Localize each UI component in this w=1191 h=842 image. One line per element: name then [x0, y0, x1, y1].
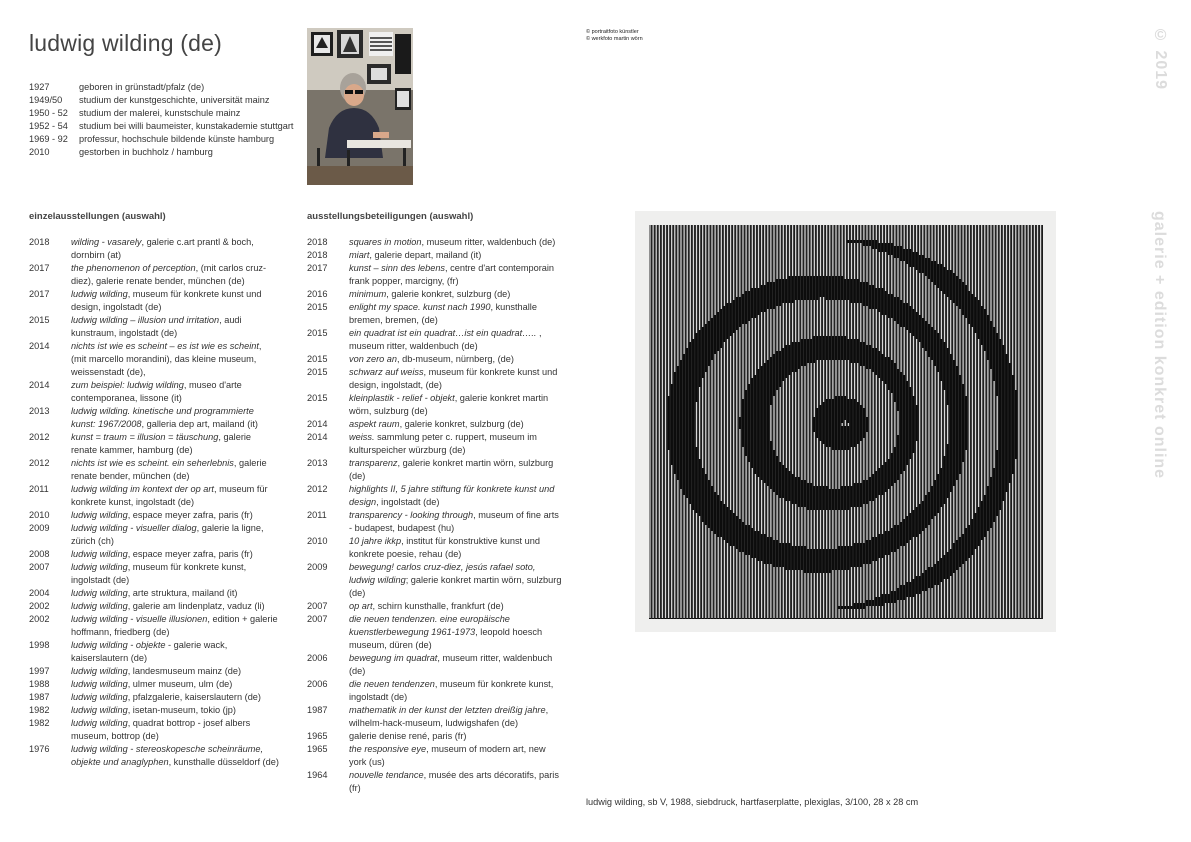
exhibition-venue: ; galerie konkret martin wörn, sulzburg (de): [349, 575, 562, 598]
exhibition-venue: - galerie wack, kaiserslautern (de): [71, 640, 228, 663]
exhibition-title: ludwig wilding: [71, 679, 128, 689]
exhibition-row: [29, 665, 279, 678]
exhibition-row: [307, 418, 562, 431]
solo-exhibitions-list: [29, 236, 279, 769]
exhibition-year: 2008: [29, 549, 50, 559]
exhibition-venue: , galerie renate kammer, hamburg (de): [71, 432, 252, 455]
exhibition-year: 2006: [307, 679, 328, 689]
exhibition-text: [349, 457, 562, 483]
exhibition-venue: , schirn kunsthalle, frankfurt (de): [372, 601, 504, 611]
exhibition-text: [71, 457, 279, 483]
exhibition-venue: , museum ritter, waldenbuch (de): [421, 237, 556, 247]
exhibition-row: [307, 288, 562, 301]
exhibition-row: [29, 522, 279, 548]
exhibition-venue: , espace meyer zafra, paris (fr): [127, 549, 253, 559]
exhibition-venue: , ingolstadt (de): [376, 497, 440, 507]
group-exhibitions-heading: ausstellungsbeteiligungen (auswahl): [307, 211, 474, 222]
exhibition-venue: , museum für konkrete kunst, ingolstadt (de): [71, 484, 268, 507]
exhibition-title: ludwig wilding - objekte: [71, 640, 166, 650]
exhibition-venue: , espace meyer zafra, paris (fr): [127, 510, 253, 520]
exhibition-row: [29, 600, 279, 613]
exhibition-row: [29, 639, 279, 665]
exhibition-title: die neuen tendenzen. eine europäische kuenstlerbewegung 1961-1973: [349, 614, 510, 637]
exhibition-text: [71, 483, 279, 509]
exhibition-title: ludwig wilding. kinetische und programmierte kunst: 1967/2008: [71, 406, 254, 429]
bio-year: 1950 - 52: [29, 108, 68, 118]
exhibition-year: 1998: [29, 640, 50, 650]
exhibition-row: [307, 483, 562, 509]
exhibition-text: [71, 288, 279, 314]
exhibition-year: 2013: [29, 406, 50, 416]
exhibition-venue: , museum ritter, waldenbuch (de): [349, 653, 553, 676]
exhibition-venue: , galerie konkret, sulzburg (de): [386, 289, 511, 299]
exhibition-venue: , galerie depart, mailand (it): [369, 250, 482, 260]
exhibition-year: 2018: [307, 250, 328, 260]
exhibition-year: 2017: [29, 289, 50, 299]
exhibition-row: [307, 730, 562, 743]
exhibition-row: [307, 600, 562, 613]
exhibition-text: [349, 418, 562, 431]
exhibition-year: 1976: [29, 744, 50, 754]
exhibition-row: [307, 249, 562, 262]
exhibition-row: [307, 509, 562, 535]
exhibition-year: 2010: [307, 536, 328, 546]
exhibition-venue: , museum of fine arts - budapest, budapest (hu): [349, 510, 559, 533]
exhibition-title: minimum: [349, 289, 387, 299]
exhibition-venue: , galleria dep art, mailand (it): [141, 419, 258, 429]
exhibition-venue: , quadrat bottrop - josef albers museum, bottrop (de): [71, 718, 251, 741]
exhibition-venue: , musée des arts décoratifs, paris (fr): [349, 770, 559, 793]
exhibition-title: ludwig wilding: [71, 562, 128, 572]
exhibition-row: [307, 262, 562, 288]
exhibition-year: 2012: [307, 484, 328, 494]
exhibition-row: [307, 327, 562, 353]
exhibition-venue: , wilhelm-hack-museum, ludwigshafen (de): [349, 705, 549, 728]
exhibition-venue: , galerie c.art prantl & boch, dornbirn (at): [71, 237, 254, 260]
exhibition-text: [349, 600, 562, 613]
bio-year: 1949/50: [29, 95, 63, 105]
exhibition-text: [349, 249, 562, 262]
exhibition-row: [307, 431, 562, 457]
exhibition-year: 1965: [307, 731, 328, 741]
exhibition-year: 2009: [307, 562, 328, 572]
exhibition-year: 1987: [307, 705, 328, 715]
exhibition-text: [71, 704, 279, 717]
exhibition-text: [71, 678, 279, 691]
artist-portrait-photo: [307, 28, 413, 185]
exhibition-year: 2002: [29, 601, 50, 611]
exhibition-title: ein quadrat ist ein quadrat…ist ein quadrat…..: [349, 328, 537, 338]
exhibition-year: 2007: [307, 601, 328, 611]
exhibition-text: [71, 340, 279, 379]
exhibition-venue: , museum für konkrete kunst, ingolstadt (de): [71, 562, 247, 585]
exhibition-title: 10 jahre ikkp: [349, 536, 402, 546]
artwork-caption: ludwig wilding, sb V, 1988, siebdruck, hartfaserplatte, plexiglas, 3/100, 28 x 28 cm: [586, 797, 919, 807]
exhibition-year: 2002: [29, 614, 50, 624]
exhibition-year: 2018: [29, 237, 50, 247]
exhibition-row: [29, 548, 279, 561]
bio-text: studium bei willi baumeister, kunstakademie stuttgart: [79, 121, 294, 131]
exhibition-text: [71, 405, 279, 431]
exhibition-text: [71, 561, 279, 587]
exhibition-year: 2004: [29, 588, 50, 598]
exhibition-title: aspekt raum: [349, 419, 400, 429]
exhibition-venue: , landesmuseum mainz (de): [127, 666, 242, 676]
exhibition-text: [71, 522, 279, 548]
exhibition-row: [29, 457, 279, 483]
exhibition-venue: , museum ritter, waldenbuch (de): [349, 328, 542, 351]
exhibition-row: [29, 587, 279, 600]
exhibition-text: [349, 288, 562, 301]
exhibition-venue: , isetan-museum, tokio (jp): [127, 705, 236, 715]
exhibition-title: ludwig wilding - stereoskopesche scheinräume, objekte und anaglyphen: [71, 744, 264, 767]
exhibition-row: [307, 769, 562, 795]
exhibition-text: [71, 600, 279, 613]
exhibition-row: [307, 613, 562, 652]
exhibition-text: [349, 483, 562, 509]
exhibition-title: schwarz auf weiss: [349, 367, 424, 377]
exhibition-row: [307, 457, 562, 483]
exhibition-year: 2015: [307, 302, 328, 312]
exhibition-year: 2015: [307, 393, 328, 403]
exhibition-venue: , galerie la ligne, zürich (ch): [71, 523, 264, 546]
exhibition-venue: , ulmer museum, ulm (de): [127, 679, 233, 689]
exhibition-venue: , galerie renate bender, münchen (de): [71, 458, 267, 481]
bio-year: 1927: [29, 82, 50, 92]
exhibition-year: 2014: [307, 419, 328, 429]
exhibition-venue: , museum für konkrete kunst und design, ingolstadt (de): [71, 289, 262, 312]
exhibition-title: ludwig wilding: [71, 692, 128, 702]
exhibition-text: [71, 587, 279, 600]
exhibition-text: [349, 743, 562, 769]
exhibition-row: [307, 353, 562, 366]
exhibition-text: [349, 704, 562, 730]
exhibition-title: op art: [349, 601, 373, 611]
solo-exhibitions-heading: einzelausstellungen (auswahl): [29, 211, 166, 222]
bio-row: [29, 94, 299, 107]
exhibition-title: ludwig wilding: [71, 718, 128, 728]
exhibition-row: [29, 431, 279, 457]
exhibition-title: ludwig wilding – illusion und irritation: [71, 315, 220, 325]
exhibition-text: [71, 262, 279, 288]
bio-year: 2010: [29, 147, 50, 157]
exhibition-row: [307, 535, 562, 561]
exhibition-text: [71, 639, 279, 665]
exhibition-text: [349, 392, 562, 418]
exhibition-title: zum beispiel: ludwig wilding: [71, 380, 184, 390]
exhibition-row: [29, 704, 279, 717]
exhibition-venue: , (mit marcello morandini), das kleine museum, weissenstadt (de),: [71, 341, 262, 377]
exhibition-text: [349, 509, 562, 535]
exhibition-text: [349, 652, 562, 678]
exhibition-year: 1987: [29, 692, 50, 702]
biography-list: [29, 81, 299, 159]
exhibition-row: [307, 561, 562, 600]
exhibition-venue: , audi kunstraum, ingolstadt (de): [71, 315, 242, 338]
exhibition-row: [307, 743, 562, 769]
exhibition-row: [29, 340, 279, 379]
exhibition-year: 2015: [307, 328, 328, 338]
exhibition-venue: galerie denise rené, paris (fr): [349, 731, 467, 741]
exhibition-text: [349, 535, 562, 561]
exhibition-venue: , galerie konkret martin wörn, sulzburg (de): [349, 393, 549, 416]
exhibition-text: [349, 678, 562, 704]
exhibition-venue: , centre d'art contemporain frank popper, marcigny, (fr): [349, 263, 555, 286]
exhibition-row: [29, 379, 279, 405]
exhibition-row: [307, 366, 562, 392]
exhibition-title: von zero an: [349, 354, 398, 364]
exhibition-row: [29, 236, 279, 262]
exhibition-row: [29, 743, 279, 769]
exhibition-year: 1982: [29, 718, 50, 728]
exhibition-row: [29, 288, 279, 314]
exhibition-title: nichts ist wie es scheint. ein seherlebnis: [71, 458, 234, 468]
exhibition-title: ludwig wilding - visuelle illusionen: [71, 614, 208, 624]
exhibition-year: 2017: [29, 263, 50, 273]
exhibition-text: [71, 691, 279, 704]
exhibition-title: ludwig wilding: [71, 289, 128, 299]
exhibition-year: 2011: [307, 510, 327, 520]
page-title: ludwig wilding (de): [29, 30, 222, 56]
exhibition-year: 1997: [29, 666, 50, 676]
bio-year: 1969 - 92: [29, 134, 68, 144]
exhibition-title: ludwig wilding im kontext der op art: [71, 484, 214, 494]
credit-portrait: © portraitfoto künstler: [586, 29, 639, 35]
exhibition-year: 1965: [307, 744, 328, 754]
portrait-image: [307, 28, 413, 185]
exhibition-year: 1982: [29, 705, 50, 715]
exhibition-year: 1964: [307, 770, 328, 780]
exhibition-year: 2009: [29, 523, 50, 533]
bio-row: [29, 133, 299, 146]
exhibition-title: the phenomenon of perception: [71, 263, 196, 273]
exhibition-text: [71, 509, 279, 522]
exhibition-row: [307, 704, 562, 730]
exhibition-text: [349, 613, 562, 652]
exhibition-text: [71, 613, 279, 639]
exhibition-row: [307, 236, 562, 249]
exhibition-title: ludwig wilding - visueller dialog: [71, 523, 197, 533]
exhibition-title: ludwig wilding: [71, 601, 128, 611]
exhibition-text: [349, 353, 562, 366]
exhibition-text: [349, 327, 562, 353]
exhibition-title: die neuen tendenzen: [349, 679, 435, 689]
group-exhibitions-list: [307, 236, 562, 795]
exhibition-year: 2010: [29, 510, 50, 520]
bio-text: studium der malerei, kunstschule mainz: [79, 108, 241, 118]
exhibition-text: [349, 236, 562, 249]
exhibition-row: [29, 717, 279, 743]
exhibition-year: 2014: [29, 380, 50, 390]
exhibition-title: the responsive eye: [349, 744, 427, 754]
exhibition-text: [349, 301, 562, 327]
copyright-vertical: © 2019: [1152, 27, 1169, 91]
exhibition-venue: , galerie konkret, sulzburg (de): [399, 419, 524, 429]
exhibition-row: [29, 678, 279, 691]
exhibition-title: highlights II, 5 jahre stiftung für konkrete kunst und design: [349, 484, 555, 507]
exhibition-year: 2007: [307, 614, 328, 624]
bio-row: [29, 81, 299, 94]
exhibition-title: transparenz: [349, 458, 398, 468]
exhibition-year: 2011: [29, 484, 49, 494]
bio-row: [29, 146, 299, 159]
exhibition-title: miart: [349, 250, 370, 260]
exhibition-title: ludwig wilding: [71, 549, 128, 559]
bio-text: gestorben in buchholz / hamburg: [79, 147, 213, 157]
artwork-op-art-print: [635, 211, 1056, 632]
bio-year: 1952 - 54: [29, 121, 68, 131]
exhibition-venue: , galerie konkret martin wörn, sulzburg (de): [349, 458, 554, 481]
exhibition-title: ludwig wilding: [71, 705, 128, 715]
exhibition-title: ludwig wilding: [71, 666, 128, 676]
exhibition-text: [71, 665, 279, 678]
exhibition-text: [349, 262, 562, 288]
exhibition-venue: , museum of modern art, new york (us): [349, 744, 546, 767]
exhibition-venue: , leopold hoesch museum, düren (de): [349, 627, 543, 650]
exhibition-venue: , arte struktura, mailand (it): [127, 588, 238, 598]
exhibition-text: [71, 431, 279, 457]
exhibition-venue: , kunsthalle düsseldorf (de): [168, 757, 279, 767]
bio-text: geboren in grünstadt/pfalz (de): [79, 82, 205, 92]
credit-artwork: © werkfoto martin wörn: [586, 36, 643, 42]
exhibition-year: 2012: [29, 458, 50, 468]
exhibition-title: bewegung im quadrat: [349, 653, 438, 663]
exhibition-text: [71, 743, 279, 769]
exhibition-venue: , pfalzgalerie, kaiserslautern (de): [127, 692, 261, 702]
exhibition-row: [29, 509, 279, 522]
exhibition-venue: , institut für konstruktive kunst und konkrete poesie, rehau (de): [349, 536, 540, 559]
exhibition-text: [349, 366, 562, 392]
exhibition-venue: , kunsthalle bremen, bremen, (de): [349, 302, 537, 325]
exhibition-title: ludwig wilding: [71, 510, 128, 520]
exhibition-text: [349, 431, 562, 457]
exhibition-year: 2018: [307, 237, 328, 247]
exhibition-year: 2013: [307, 458, 328, 468]
exhibition-venue: , edition + galerie hoffmann, friedberg (de): [71, 614, 278, 637]
exhibition-row: [307, 678, 562, 704]
exhibition-year: 1988: [29, 679, 50, 689]
photo-credits: [586, 29, 643, 43]
exhibition-title: transparency - looking through: [349, 510, 474, 520]
exhibition-venue: , (mit carlos cruz-diez), galerie renate bender, münchen (de): [71, 263, 267, 286]
exhibition-row: [29, 314, 279, 340]
exhibition-title: ludwig wilding: [71, 588, 128, 598]
bio-row: [29, 107, 299, 120]
exhibition-year: 2007: [29, 562, 50, 572]
exhibition-year: 2016: [307, 289, 328, 299]
exhibition-venue: , museo d'arte contemporanea, lissone (it): [71, 380, 242, 403]
exhibition-row: [29, 561, 279, 587]
exhibition-title: weiss.: [349, 432, 375, 442]
exhibition-row: [29, 613, 279, 639]
exhibition-text: [71, 314, 279, 340]
exhibition-row: [29, 483, 279, 509]
exhibition-row: [307, 301, 562, 327]
exhibition-text: [71, 379, 279, 405]
exhibition-title: enlight my space. kunst nach 1990: [349, 302, 491, 312]
exhibition-title: mathematik in der kunst der letzten dreißig jahre: [349, 705, 546, 715]
bio-text: professur, hochschule bildende künste hamburg: [79, 134, 275, 144]
exhibition-year: 2014: [307, 432, 328, 442]
exhibition-year: 2014: [29, 341, 50, 351]
bio-text: studium der kunstgeschichte, universität mainz: [79, 95, 270, 105]
exhibition-venue: , museum für konkrete kunst, ingolstadt (de): [349, 679, 554, 702]
exhibition-year: 2015: [307, 367, 328, 377]
artwork-image: [635, 211, 1056, 632]
exhibition-row: [29, 691, 279, 704]
exhibition-text: [71, 236, 279, 262]
exhibition-title: squares in motion: [349, 237, 422, 247]
exhibition-text: [349, 561, 562, 600]
exhibition-year: 2015: [29, 315, 50, 325]
gallery-name-vertical: galerie + edition konkret online: [1151, 211, 1168, 480]
exhibition-row: [307, 392, 562, 418]
exhibition-text: [349, 730, 562, 743]
exhibition-title: nichts ist wie es scheint – es ist wie es scheint: [71, 341, 259, 351]
exhibition-venue: , galerie am lindenplatz, vaduz (li): [127, 601, 265, 611]
exhibition-row: [29, 405, 279, 431]
exhibition-title: kunst = traum = illusion = täuschung: [71, 432, 219, 442]
exhibition-title: nouvelle tendance: [349, 770, 424, 780]
exhibition-venue: , db-museum, nürnberg, (de): [397, 354, 514, 364]
exhibition-text: [71, 548, 279, 561]
exhibition-row: [307, 652, 562, 678]
exhibition-title: wilding - vasarely: [71, 237, 142, 247]
exhibition-title: kleinplastik - relief - objekt: [349, 393, 455, 403]
exhibition-year: 2017: [307, 263, 328, 273]
exhibition-year: 2006: [307, 653, 328, 663]
exhibition-venue: sammlung peter c. ruppert, museum im kulturspeicher würzburg (de): [349, 432, 537, 455]
exhibition-row: [29, 262, 279, 288]
exhibition-text: [349, 769, 562, 795]
bio-row: [29, 120, 299, 133]
exhibition-year: 2015: [307, 354, 328, 364]
exhibition-title: kunst – sinn des lebens: [349, 263, 446, 273]
exhibition-venue: , museum für konkrete kunst und design, ingolstadt, (de): [349, 367, 558, 390]
exhibition-title: bewegung! carlos cruz-diez, jesús rafael soto, ludwig wilding: [349, 562, 536, 585]
exhibition-year: 2012: [29, 432, 50, 442]
exhibition-text: [71, 717, 279, 743]
